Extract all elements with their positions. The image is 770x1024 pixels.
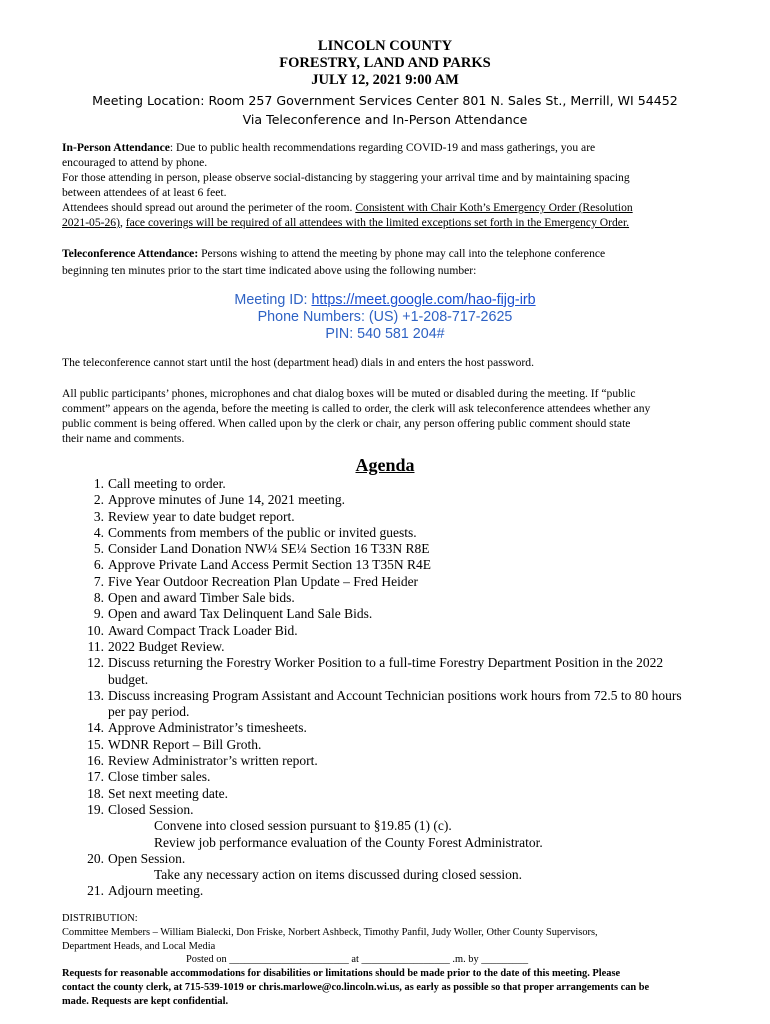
agenda-item: [76, 786, 736, 802]
teleconference-text: beginning ten minutes prior to the start time indicated above using the following number:: [62, 264, 477, 277]
agenda-item-number: 7.: [93, 573, 104, 589]
agenda-item: [76, 737, 736, 753]
face-covering-text: face coverings will be required: [125, 216, 270, 229]
agenda-item-number: 15.: [87, 736, 104, 752]
agenda-item-text: Closed Session.: [108, 801, 194, 817]
distribution-text: Committee Members – William Bialecki, Don Friske, Norbert Ashbeck, Timothy Panfil, Judy Woller, Other County Supervisors,: [62, 926, 598, 938]
agenda-heading: Agenda: [355, 455, 415, 475]
agenda-item-text: Discuss returning the Forestry Worker Position to a full-time Forestry Department Position in the 2022: [108, 655, 664, 671]
agenda-item-text: Close timber sales.: [108, 769, 211, 785]
distribution-section: [62, 912, 722, 1009]
county-title: LINCOLN COUNTY: [317, 38, 453, 54]
agenda-subitem-text: Convene into closed session pursuant to §19.85 (1) (c).: [154, 818, 452, 834]
agenda-item-text: Open Session.: [108, 850, 186, 866]
agenda-item-number: 9.: [93, 606, 104, 622]
in-person-section: [62, 140, 712, 230]
agenda-item-number: 12.: [87, 655, 104, 671]
agenda-item-number: 5.: [93, 541, 104, 557]
meeting-id-label: Meeting ID:: [234, 292, 312, 308]
phone-numbers: Phone Numbers: (US) +1-208-717-2625: [257, 309, 513, 325]
agenda-item-text: Review Administrator’s written report.: [108, 753, 318, 769]
meeting-location: Meeting Location: Room 257 Government Services Center 801 N. Sales St., Merrill, WI 54452: [92, 93, 678, 108]
agenda-item-text: Approve minutes of June 14, 2021 meeting.: [108, 492, 345, 508]
agenda-item-continued: [76, 704, 736, 720]
agenda-item-text: Review year to date budget report.: [108, 508, 295, 524]
in-person-text: For those attending in person, please observe social-distancing by staggering your arrival time and by maintaining spacing: [62, 171, 630, 184]
emergency-order-text: of all attendees with the limited exceptions set forth in the Emergency Order.: [269, 216, 630, 229]
public-comment-section: [62, 386, 712, 446]
agenda-item-number: 4.: [93, 524, 104, 540]
in-person-text: ,: [119, 216, 126, 229]
public-comment-text: All public participants’ phones, microphones and chat dialog boxes will be muted or disabled during the meeting. If “public: [62, 387, 636, 400]
agenda-item: [76, 802, 736, 818]
meeting-link[interactable]: https://meet.google.com/hao-fijg-irb: [311, 292, 536, 308]
agenda-list: [76, 476, 736, 900]
public-comment-text: comment” appears on the agenda, before the meeting is called to order, the clerk will ask teleconference attendees whether any: [62, 402, 651, 415]
teleconference-label: Teleconference Attendance:: [62, 247, 199, 260]
agenda-item-text: 2022 Budget Review.: [108, 638, 225, 654]
agenda-item-number: 6.: [93, 557, 104, 573]
agenda-item-number: 11.: [87, 638, 104, 654]
agenda-item-text: Call meeting to order.: [108, 476, 226, 491]
in-person-text: Attendees should spread out around the perimeter of the room.: [62, 201, 356, 214]
attendance-mode: Via Teleconference and In-Person Attendance: [242, 112, 528, 127]
agenda-item: [76, 557, 736, 573]
agenda-item: [76, 883, 736, 899]
agenda-item-number: 16.: [87, 753, 104, 769]
agenda-item: [76, 509, 736, 525]
distribution-text: Department Heads, and Local Media: [62, 940, 216, 952]
agenda-item: [76, 655, 736, 671]
host-note-text: The teleconference cannot start until the host (department head) dials in and enters the host password.: [62, 356, 534, 369]
agenda-item-number: 13.: [87, 687, 104, 703]
agenda-item-continued: [76, 672, 736, 688]
in-person-text: : Due to public health recommendations regarding COVID-19 and mass gatherings, you are: [169, 141, 596, 154]
agenda-item: [76, 525, 736, 541]
agenda-item: [76, 688, 736, 704]
teleconference-text: Persons wishing to attend the meeting by phone may call into the telephone conference: [198, 247, 606, 260]
agenda-item: [76, 720, 736, 736]
agenda-item-text: WDNR Report – Bill Groth.: [108, 736, 262, 752]
agenda-item-text: Approve Administrator’s timesheets.: [108, 720, 307, 736]
agenda-item: [76, 574, 736, 590]
agenda-item-number: 19.: [87, 801, 104, 817]
agenda-item: [76, 639, 736, 655]
agenda-item: [76, 476, 736, 492]
host-note: [62, 355, 712, 370]
emergency-order-text: 2021-05-26): [62, 216, 120, 229]
agenda-item-text: Open and award Timber Sale bids.: [108, 590, 295, 606]
in-person-label: In-Person Attendance: [62, 141, 170, 154]
agenda-item-number: 14.: [87, 720, 104, 736]
agenda-item: [76, 492, 736, 508]
agenda-item-number: 10.: [87, 622, 104, 638]
agenda-item: [76, 769, 736, 785]
accommodation-request: Requests for reasonable accommodations for disabilities or limitations should be made prior to the date of this meeting. Please: [62, 968, 621, 980]
posted-line: Posted on _______________________ at _________________ .m. by _________: [186, 954, 529, 966]
agenda-item: [76, 590, 736, 606]
agenda-item: [76, 606, 736, 622]
agenda-subitem: [76, 867, 736, 883]
agenda-item-number: 3.: [93, 508, 104, 524]
agenda-item-text: Five Year Outdoor Recreation Plan Update – Fred Heider: [108, 573, 419, 589]
agenda-item-text: Set next meeting date.: [108, 785, 228, 801]
emergency-order-text: Consistent with Chair Koth’s Emergency Order (Resolution: [355, 201, 633, 214]
agenda-subitem: [76, 818, 736, 834]
agenda-subitem-text: Take any necessary action on items discussed during closed session.: [154, 867, 522, 883]
agenda-item-text: Comments from members of the public or invited guests.: [108, 524, 417, 540]
in-person-text: encouraged to attend by phone.: [62, 156, 208, 169]
agenda-item-number: 8.: [93, 590, 104, 606]
agenda-item-text: Approve Private Land Access Permit Section 13 T35N R4E: [108, 557, 431, 573]
accommodation-request: contact the county clerk, at 715-539-1019 or chris.marlowe@co.lincoln.wi.us, as early as possible so that proper arrangements can be: [62, 981, 650, 993]
agenda-item-text: Discuss increasing Program Assistant and Account Technician positions work hours from 72.5 to 80 hours: [108, 687, 682, 703]
agenda-item-text: Adjourn meeting.: [108, 883, 204, 899]
agenda-subitem: [76, 835, 736, 851]
agenda-item-text: Open and award Tax Delinquent Land Sale Bids.: [108, 606, 373, 622]
teleconference-section: [62, 245, 712, 279]
in-person-text: between attendees of at least 6 feet.: [62, 186, 227, 199]
meeting-id-line: [0, 292, 770, 309]
meeting-pin: PIN: 540 581 204#: [325, 326, 445, 342]
agenda-item-number: 17.: [87, 769, 104, 785]
agenda-item-text: Award Compact Track Loader Bid.: [108, 622, 298, 638]
agenda-item-number: 21.: [87, 883, 104, 899]
agenda-item-number: 2.: [93, 492, 104, 508]
agenda-item-number: 18.: [87, 785, 104, 801]
agenda-subitem-text: Review job performance evaluation of the County Forest Administrator.: [154, 834, 543, 850]
agenda-item: [76, 753, 736, 769]
distribution-label: DISTRIBUTION:: [62, 913, 138, 924]
department-title: FORESTRY, LAND AND PARKS: [279, 55, 491, 71]
agenda-item-text: Consider Land Donation NW¼ SE¼ Section 16 T33N R8E: [108, 541, 430, 557]
public-comment-text: public comment is being offered. When called upon by the clerk or chair, any person offering public comment should state: [62, 417, 631, 430]
agenda-item-text: budget.: [108, 671, 149, 687]
agenda-item-text: per pay period.: [108, 704, 190, 720]
public-comment-text: their name and comments.: [62, 432, 185, 445]
agenda-item: [76, 541, 736, 557]
accommodation-request: made. Requests are kept confidential.: [62, 995, 229, 1007]
agenda-item-number: 20.: [87, 850, 104, 866]
agenda-item-number: 1.: [93, 476, 104, 491]
agenda-item: [76, 851, 736, 867]
meeting-date: JULY 12, 2021 9:00 AM: [311, 72, 459, 88]
agenda-item: [76, 623, 736, 639]
